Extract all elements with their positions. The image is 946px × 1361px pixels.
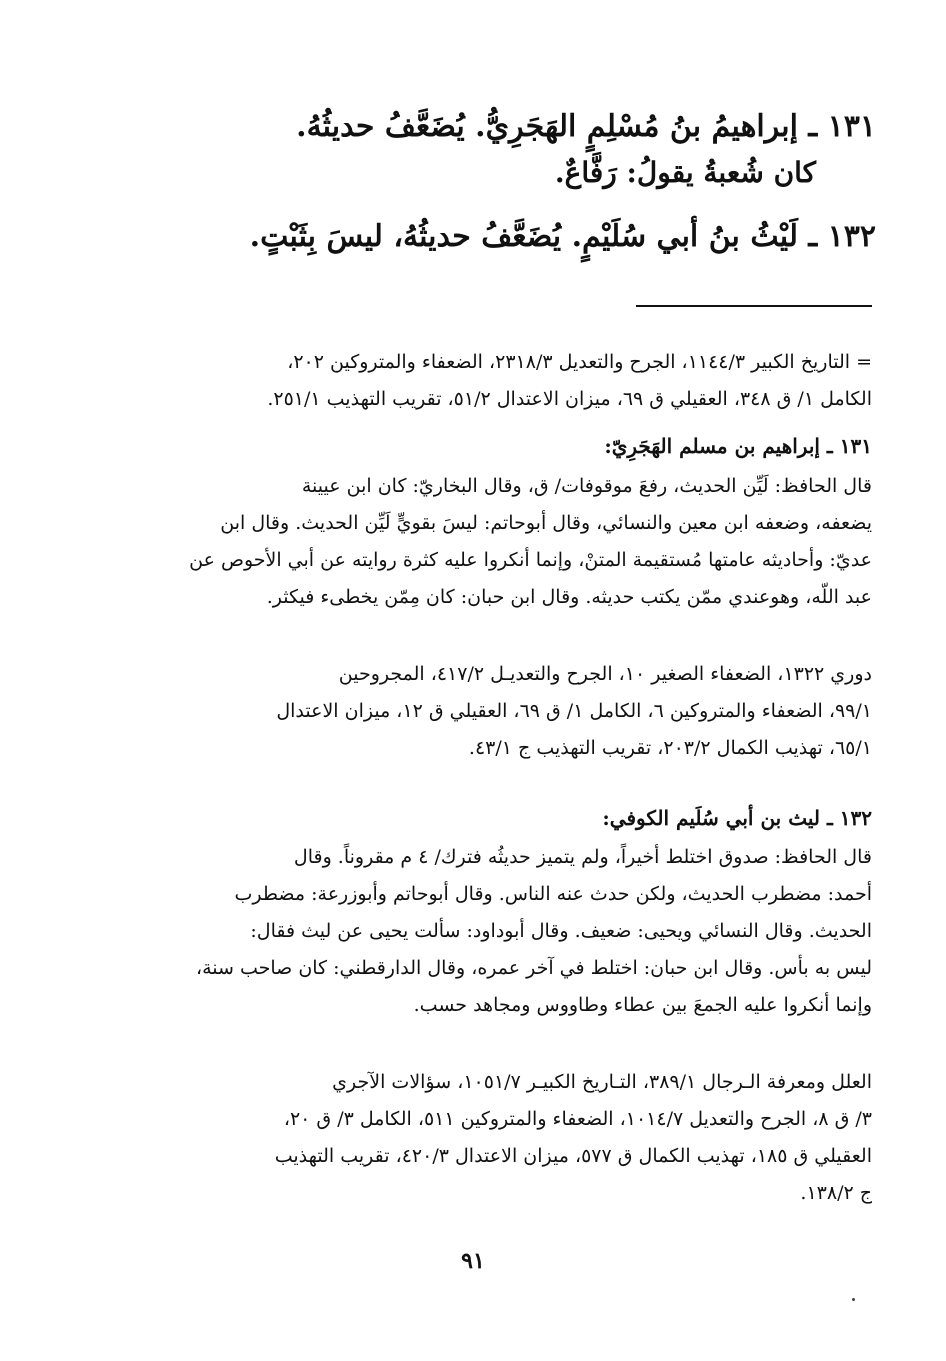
footnote-line: قال الحافظ: صدوق اختلط أخيراً، ولم يتميز حديثُه فترك/ ٤ م مقروناً. وقال	[293, 846, 872, 868]
page-number: ٩١	[461, 1248, 485, 1274]
scan-speck	[852, 1298, 855, 1301]
footnote-line: قال الحافظ: لَيِّن الحديث، رفعَ موقوفات/ ق، وقال البخاريّ: كان ابن عيينة	[301, 475, 872, 497]
footnote-line: أحمد: مضطرب الحديث، ولكن حدث عنه الناس. وقال أبوحاتم وأبوزرعة: مضطرب	[234, 883, 872, 905]
footnote-132-refs	[82, 1064, 872, 1212]
footnote-line: الكامل ١/ ق ٣٤٨، العقيلي ق ٦٩، ميزان الاعتدال ٥١/٢، تقريب التهذيب ٢٥١/١.	[267, 388, 872, 410]
footnote-line: يضعفه، وضعفه ابن معين والنسائي، وقال أبوحاتم: ليسَ بقويٍّ لَيِّن الحديث. وقال ابن	[220, 512, 872, 534]
footnote-131-heading: ١٣١ ـ إبراهيم بن مسلم الهَجَرِيّ:	[604, 434, 872, 458]
footnote-prev-refs	[82, 344, 872, 418]
footnote-line: ٣/ ق ٨، الجرح والتعديل ١٠١٤/٧، الضعفاء والمتروكين ٥١١، الكامل ٣/ ق ٢٠،	[283, 1108, 872, 1130]
footnote-line: ج ١٣٨/٢.	[800, 1182, 872, 1204]
footnote-line: العلل ومعرفة الـرجال ٣٨٩/١، التـاريخ الكبيـر ١٠٥١/٧، سؤالات الآجري	[332, 1071, 872, 1093]
footnote-line: دوري ١٣٢٢، الضعفاء الصغير ١٠، الجرح والتعديـل ٤١٧/٢، المجروحين	[338, 663, 872, 685]
footnote-line: وإنما أنكروا عليه الجمعَ بين عطاء وطاووس ومجاهد حسب.	[413, 994, 872, 1016]
footnote-line: عديّ: وأحاديثه عامتها مُستقيمة المتنْ، وإنما أنكروا عليه كثرة روايته عن أبي الأحوص عن	[189, 549, 872, 571]
footnote-131-refs	[82, 656, 872, 767]
footnote-132-body	[82, 839, 872, 1024]
footnote-131-body	[82, 468, 872, 616]
footnote-line: الحديث. وقال النسائي ويحيى: ضعيف. وقال أبوداود: سألت يحيى عن ليث فقال:	[250, 920, 872, 942]
entry-131-line1: ١٣١ ـ إبراهيمُ بنُ مُسْلِمٍ الهَجَرِيُّ. يُضَعَّفُ حديثُهُ.	[296, 109, 876, 144]
footnote-132-heading: ١٣٢ ـ ليث بن أبي سُلَيم الكوفي:	[602, 806, 872, 830]
entry-132-line1: ١٣٢ ـ لَيْثُ بنُ أبي سُلَيْمٍ. يُضَعَّفُ حديثُهُ، ليسَ بِثَبْتٍ.	[249, 219, 876, 254]
footnote-line: ٩٩/١، الضعفاء والمتروكين ٦، الكامل ١/ ق ٦٩، العقيلي ق ١٢، ميزان الاعتدال	[276, 700, 872, 722]
footnote-line: ليس به بأس. وقال ابن حبان: اختلط في آخر عمره، وقال الدارقطني: كان صاحب سنة،	[195, 957, 872, 979]
entry-131-line2: كان شُعبةُ يقولُ: رَفَّاعٌ.	[554, 156, 816, 189]
footnote-line: العقيلي ق ١٨٥، تهذيب الكمال ق ٥٧٧، ميزان الاعتدال ٤٢٠/٣، تقريب التهذيب	[274, 1145, 872, 1167]
footnote-separator	[636, 305, 872, 307]
footnote-line: ٦٥/١، تهذيب الكمال ٢٠٣/٢، تقريب التهذيب ج ٤٣/١.	[468, 737, 872, 759]
footnote-line: = التاريخ الكبير ١١٤٤/٣، الجرح والتعديل ٢٣١٨/٣، الضعفاء والمتروكين ٢٠٢،	[287, 351, 872, 373]
footnote-line: عبد اللّه، وهوعندي ممّن يكتب حديثه. وقال ابن حبان: كان مِمّن يخطىء فيكثر.	[266, 586, 872, 608]
